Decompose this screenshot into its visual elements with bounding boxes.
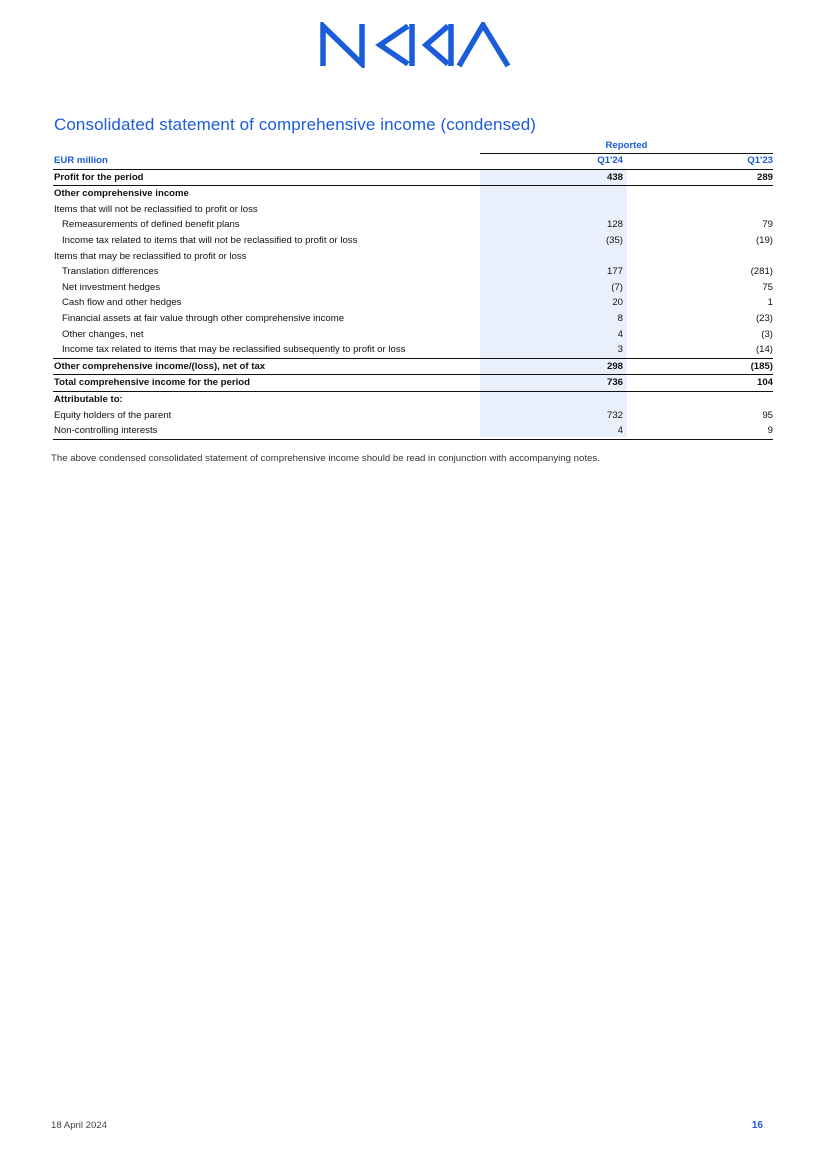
table-row: Net investment hedges (7) 75 xyxy=(62,281,773,293)
table-row: Other changes, net 4 (3) xyxy=(62,328,773,340)
table-row: Non-controlling interests 4 9 xyxy=(53,423,773,440)
table-row: Equity holders of the parent 732 95 xyxy=(54,409,773,421)
table-row: Translation differences 177 (281) xyxy=(62,266,773,278)
table-row: Profit for the period 438 289 xyxy=(53,170,773,187)
reported-header: Reported xyxy=(605,140,648,151)
table-row: Cash flow and other hedges 20 1 xyxy=(62,297,773,309)
table-row: Items that may be reclassified to profit or loss xyxy=(54,250,247,262)
table-row: Remeasurements of defined benefit plans 128 79 xyxy=(62,219,773,231)
table-row: Financial assets at fair value through other comprehensive income 8 (23) xyxy=(62,312,773,324)
table-row: Income tax related to items that will not be reclassified to profit or loss (35) (19) xyxy=(62,234,773,246)
unit-label: EUR million xyxy=(54,155,108,166)
header-row xyxy=(53,153,773,170)
footer-date: 18 April 2024 xyxy=(51,1120,108,1131)
col-q1-23-header: Q1'23 xyxy=(747,155,773,166)
table-row: Items that will not be reclassified to profit or loss xyxy=(54,203,258,215)
page-number: 16 xyxy=(751,1120,763,1131)
table-row: Attributable to: xyxy=(54,393,123,405)
table-row: Income tax related to items that may be reclassified subsequently to profit or loss 3 (14) xyxy=(53,342,773,359)
col-q1-24-header: Q1'24 xyxy=(597,155,623,166)
comprehensive-income-table xyxy=(53,139,773,440)
footnote: The above condensed consolidated statement of comprehensive income should be read in conjunction with accompanying notes. xyxy=(51,453,600,464)
page-title: Consolidated statement of comprehensive income (condensed) xyxy=(54,115,537,134)
table-row: Total comprehensive income for the period 736 104 xyxy=(53,375,773,392)
nokia-logo xyxy=(320,22,512,68)
table-row: Other comprehensive income xyxy=(54,188,189,200)
table-row: Other comprehensive income/(loss), net of tax 298 (185) xyxy=(53,359,773,376)
